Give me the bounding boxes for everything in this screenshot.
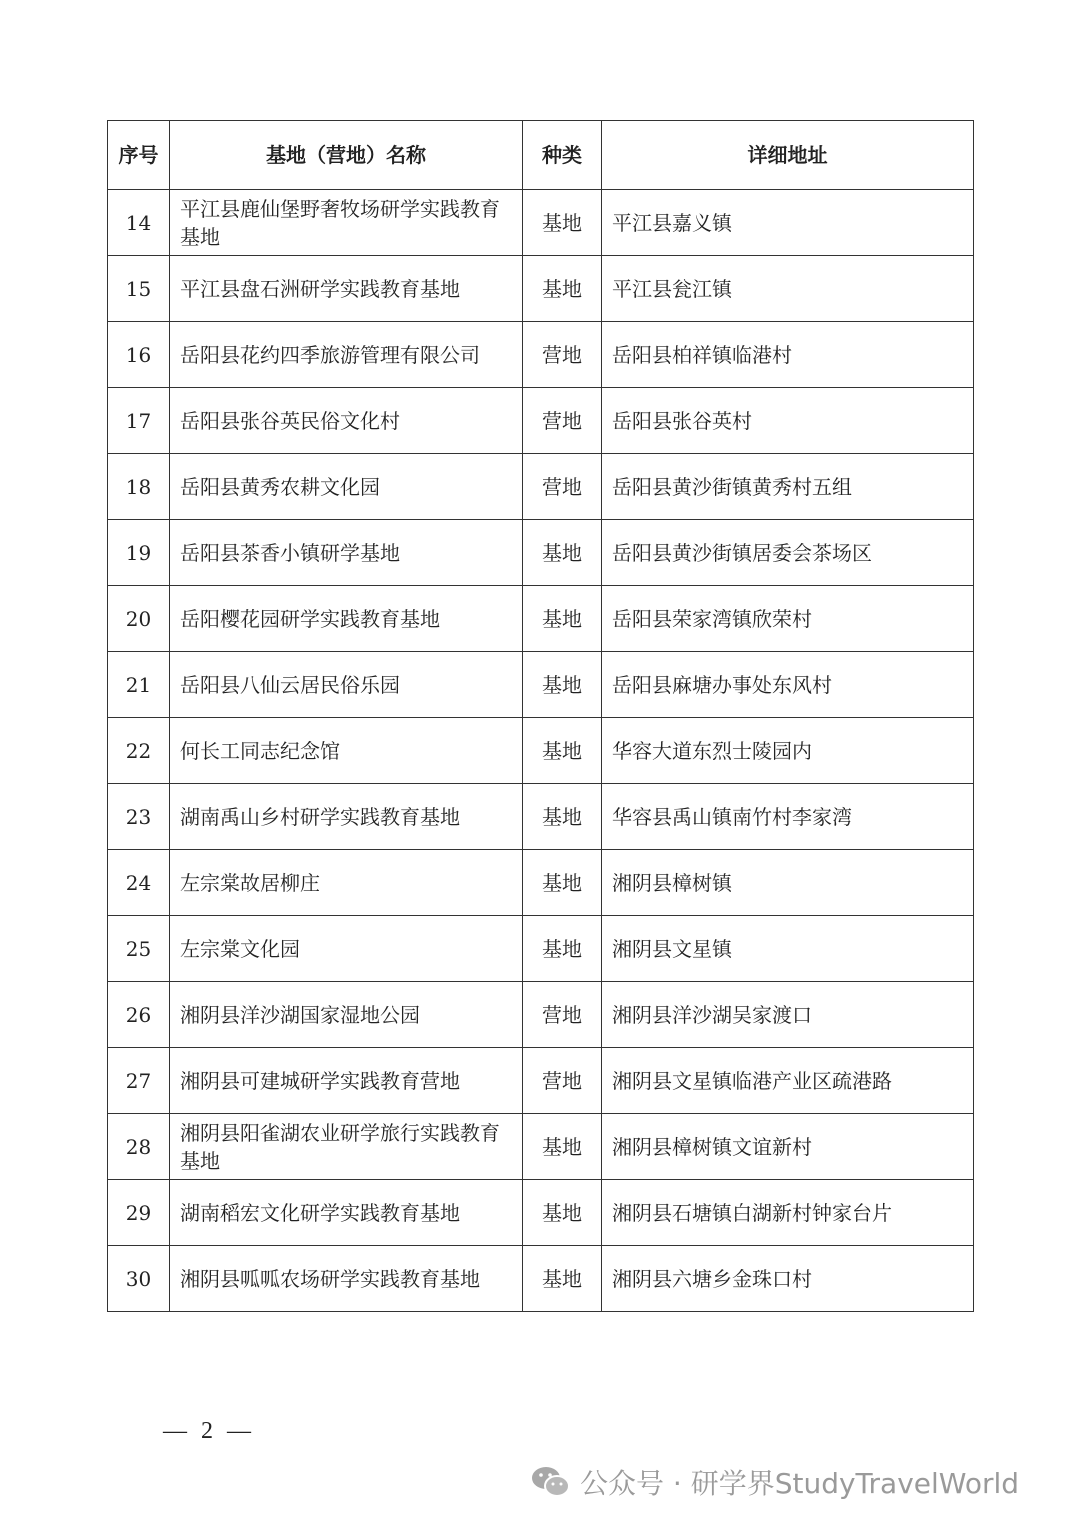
row-number: 24 xyxy=(108,850,170,916)
row-type: 基地 xyxy=(523,1246,602,1312)
row-number: 15 xyxy=(108,256,170,322)
row-type: 基地 xyxy=(523,850,602,916)
row-address: 岳阳县柏祥镇临港村 xyxy=(602,322,974,388)
row-address: 湘阴县文星镇临港产业区疏港路 xyxy=(602,1048,974,1114)
row-name: 左宗棠文化园 xyxy=(170,916,523,982)
row-type: 营地 xyxy=(523,982,602,1048)
row-type: 营地 xyxy=(523,322,602,388)
row-address: 平江县嘉义镇 xyxy=(602,190,974,256)
row-type: 营地 xyxy=(523,388,602,454)
header-type: 种类 xyxy=(523,121,602,190)
table-row xyxy=(108,982,974,1048)
row-number: 25 xyxy=(108,916,170,982)
row-number: 23 xyxy=(108,784,170,850)
table-header-row xyxy=(108,121,974,190)
header-name: 基地（营地）名称 xyxy=(170,121,523,190)
table-row xyxy=(108,454,974,520)
row-name: 左宗棠故居柳庄 xyxy=(170,850,523,916)
row-number: 19 xyxy=(108,520,170,586)
watermark xyxy=(530,1462,1019,1502)
row-name: 平江县盘石洲研学实践教育基地 xyxy=(170,256,523,322)
row-type: 基地 xyxy=(523,256,602,322)
row-address: 湘阴县文星镇 xyxy=(602,916,974,982)
row-name: 岳阳樱花园研学实践教育基地 xyxy=(170,586,523,652)
row-number: 18 xyxy=(108,454,170,520)
row-address: 湘阴县洋沙湖吴家渡口 xyxy=(602,982,974,1048)
row-type: 基地 xyxy=(523,586,602,652)
row-type: 基地 xyxy=(523,718,602,784)
row-address: 岳阳县荣家湾镇欣荣村 xyxy=(602,586,974,652)
table-row xyxy=(108,1180,974,1246)
row-number: 30 xyxy=(108,1246,170,1312)
row-name: 岳阳县茶香小镇研学基地 xyxy=(170,520,523,586)
row-name: 岳阳县花约四季旅游管理有限公司 xyxy=(170,322,523,388)
table-row xyxy=(108,586,974,652)
watermark-text: 公众号 · 研学界StudyTravelWorld xyxy=(580,1467,1020,1500)
row-address: 平江县瓮江镇 xyxy=(602,256,974,322)
row-number: 27 xyxy=(108,1048,170,1114)
row-name: 岳阳县黄秀农耕文化园 xyxy=(170,454,523,520)
row-address: 岳阳县张谷英村 xyxy=(602,388,974,454)
row-name: 湖南禹山乡村研学实践教育基地 xyxy=(170,784,523,850)
row-address: 岳阳县麻塘办事处东风村 xyxy=(602,652,974,718)
row-name: 岳阳县张谷英民俗文化村 xyxy=(170,388,523,454)
row-name: 何长工同志纪念馆 xyxy=(170,718,523,784)
row-name: 湘阴县可建城研学实践教育营地 xyxy=(170,1048,523,1114)
page-number: — 2 — xyxy=(163,1418,255,1444)
row-number: 16 xyxy=(108,322,170,388)
row-address: 岳阳县黄沙街镇居委会茶场区 xyxy=(602,520,974,586)
table-row xyxy=(108,1246,974,1312)
row-number: 14 xyxy=(108,190,170,256)
row-address: 湘阴县石塘镇白湖新村钟家台片 xyxy=(602,1180,974,1246)
wechat-icon xyxy=(530,1464,572,1500)
row-address: 湘阴县樟树镇 xyxy=(602,850,974,916)
row-name: 湘阴县呱呱农场研学实践教育基地 xyxy=(170,1246,523,1312)
table-row xyxy=(108,916,974,982)
base-list-table xyxy=(107,120,974,1312)
row-number: 29 xyxy=(108,1180,170,1246)
table-row xyxy=(108,1114,974,1180)
row-name: 岳阳县八仙云居民俗乐园 xyxy=(170,652,523,718)
row-type: 基地 xyxy=(523,652,602,718)
row-type: 基地 xyxy=(523,190,602,256)
row-number: 28 xyxy=(108,1114,170,1180)
row-name: 湘阴县阳雀湖农业研学旅行实践教育基地 xyxy=(170,1114,523,1180)
row-type: 基地 xyxy=(523,520,602,586)
table-row xyxy=(108,652,974,718)
row-address: 岳阳县黄沙街镇黄秀村五组 xyxy=(602,454,974,520)
table-row xyxy=(108,850,974,916)
row-number: 21 xyxy=(108,652,170,718)
table-row xyxy=(108,784,974,850)
table-row xyxy=(108,718,974,784)
row-type: 基地 xyxy=(523,784,602,850)
row-address: 湘阴县六塘乡金珠口村 xyxy=(602,1246,974,1312)
table-row xyxy=(108,322,974,388)
row-name: 湖南稻宏文化研学实践教育基地 xyxy=(170,1180,523,1246)
row-type: 基地 xyxy=(523,916,602,982)
table-row xyxy=(108,1048,974,1114)
row-type: 营地 xyxy=(523,454,602,520)
table-row xyxy=(108,520,974,586)
header-address: 详细地址 xyxy=(602,121,974,190)
row-name: 湘阴县洋沙湖国家湿地公园 xyxy=(170,982,523,1048)
row-address: 华容县禹山镇南竹村李家湾 xyxy=(602,784,974,850)
row-address: 华容大道东烈士陵园内 xyxy=(602,718,974,784)
header-seq: 序号 xyxy=(108,121,170,190)
row-number: 22 xyxy=(108,718,170,784)
row-address: 湘阴县樟树镇文谊新村 xyxy=(602,1114,974,1180)
row-number: 26 xyxy=(108,982,170,1048)
row-type: 营地 xyxy=(523,1048,602,1114)
row-number: 20 xyxy=(108,586,170,652)
table-row xyxy=(108,256,974,322)
table-row xyxy=(108,388,974,454)
row-number: 17 xyxy=(108,388,170,454)
table-row xyxy=(108,190,974,256)
row-name: 平江县鹿仙堡野奢牧场研学实践教育基地 xyxy=(170,190,523,256)
row-type: 基地 xyxy=(523,1180,602,1246)
row-type: 基地 xyxy=(523,1114,602,1180)
